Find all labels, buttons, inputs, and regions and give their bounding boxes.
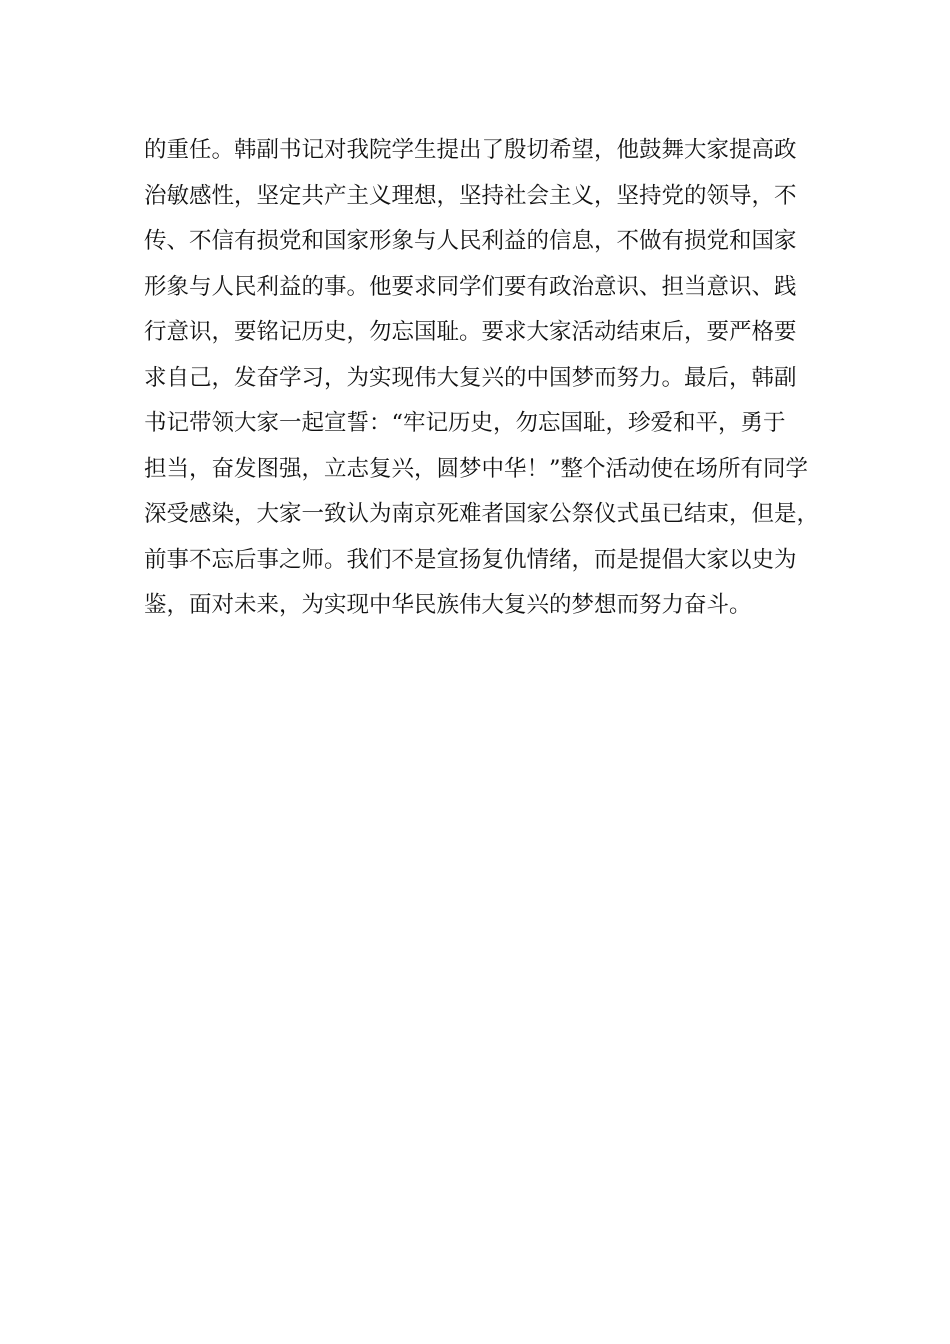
text-line: 求自己，发奋学习，为实现伟大复兴的中国梦而努力。最后，韩副 bbox=[144, 364, 797, 391]
text-line: 深受感染，大家一致认为南京死难者国家公祭仪式虽已结束，但是， bbox=[144, 501, 820, 527]
text-line: 担当，奋发图强，立志复兴，圆梦中华！”整个活动使在场所有同学 bbox=[144, 455, 809, 482]
text-line: 前事不忘后事之师。我们不是宣扬复仇情绪，而是提倡大家以史为 bbox=[144, 546, 797, 573]
text-line: 的重任。韩副书记对我院学生提出了殷切希望，他鼓舞大家提高政 bbox=[144, 137, 797, 163]
text-line: 治敏感性，坚定共产主义理想，坚持社会主义，坚持党的领导，不 bbox=[144, 182, 797, 209]
text-line: 形象与人民利益的事。他要求同学们要有政治意识、担当意识、践 bbox=[144, 273, 797, 300]
text-line: 鉴，面对未来，为实现中华民族伟大复兴的梦想而努力奋斗。 bbox=[144, 592, 752, 618]
text-line: 书记带领大家一起宣誓：“牢记历史，勿忘国耻，珍爱和平，勇于 bbox=[144, 410, 786, 436]
body-paragraph bbox=[144, 128, 844, 629]
text-line: 行意识，要铭记历史，勿忘国耻。要求大家活动结束后，要严格要 bbox=[144, 319, 797, 345]
text-line: 传、不信有损党和国家形象与人民利益的信息，不做有损党和国家 bbox=[144, 228, 797, 254]
